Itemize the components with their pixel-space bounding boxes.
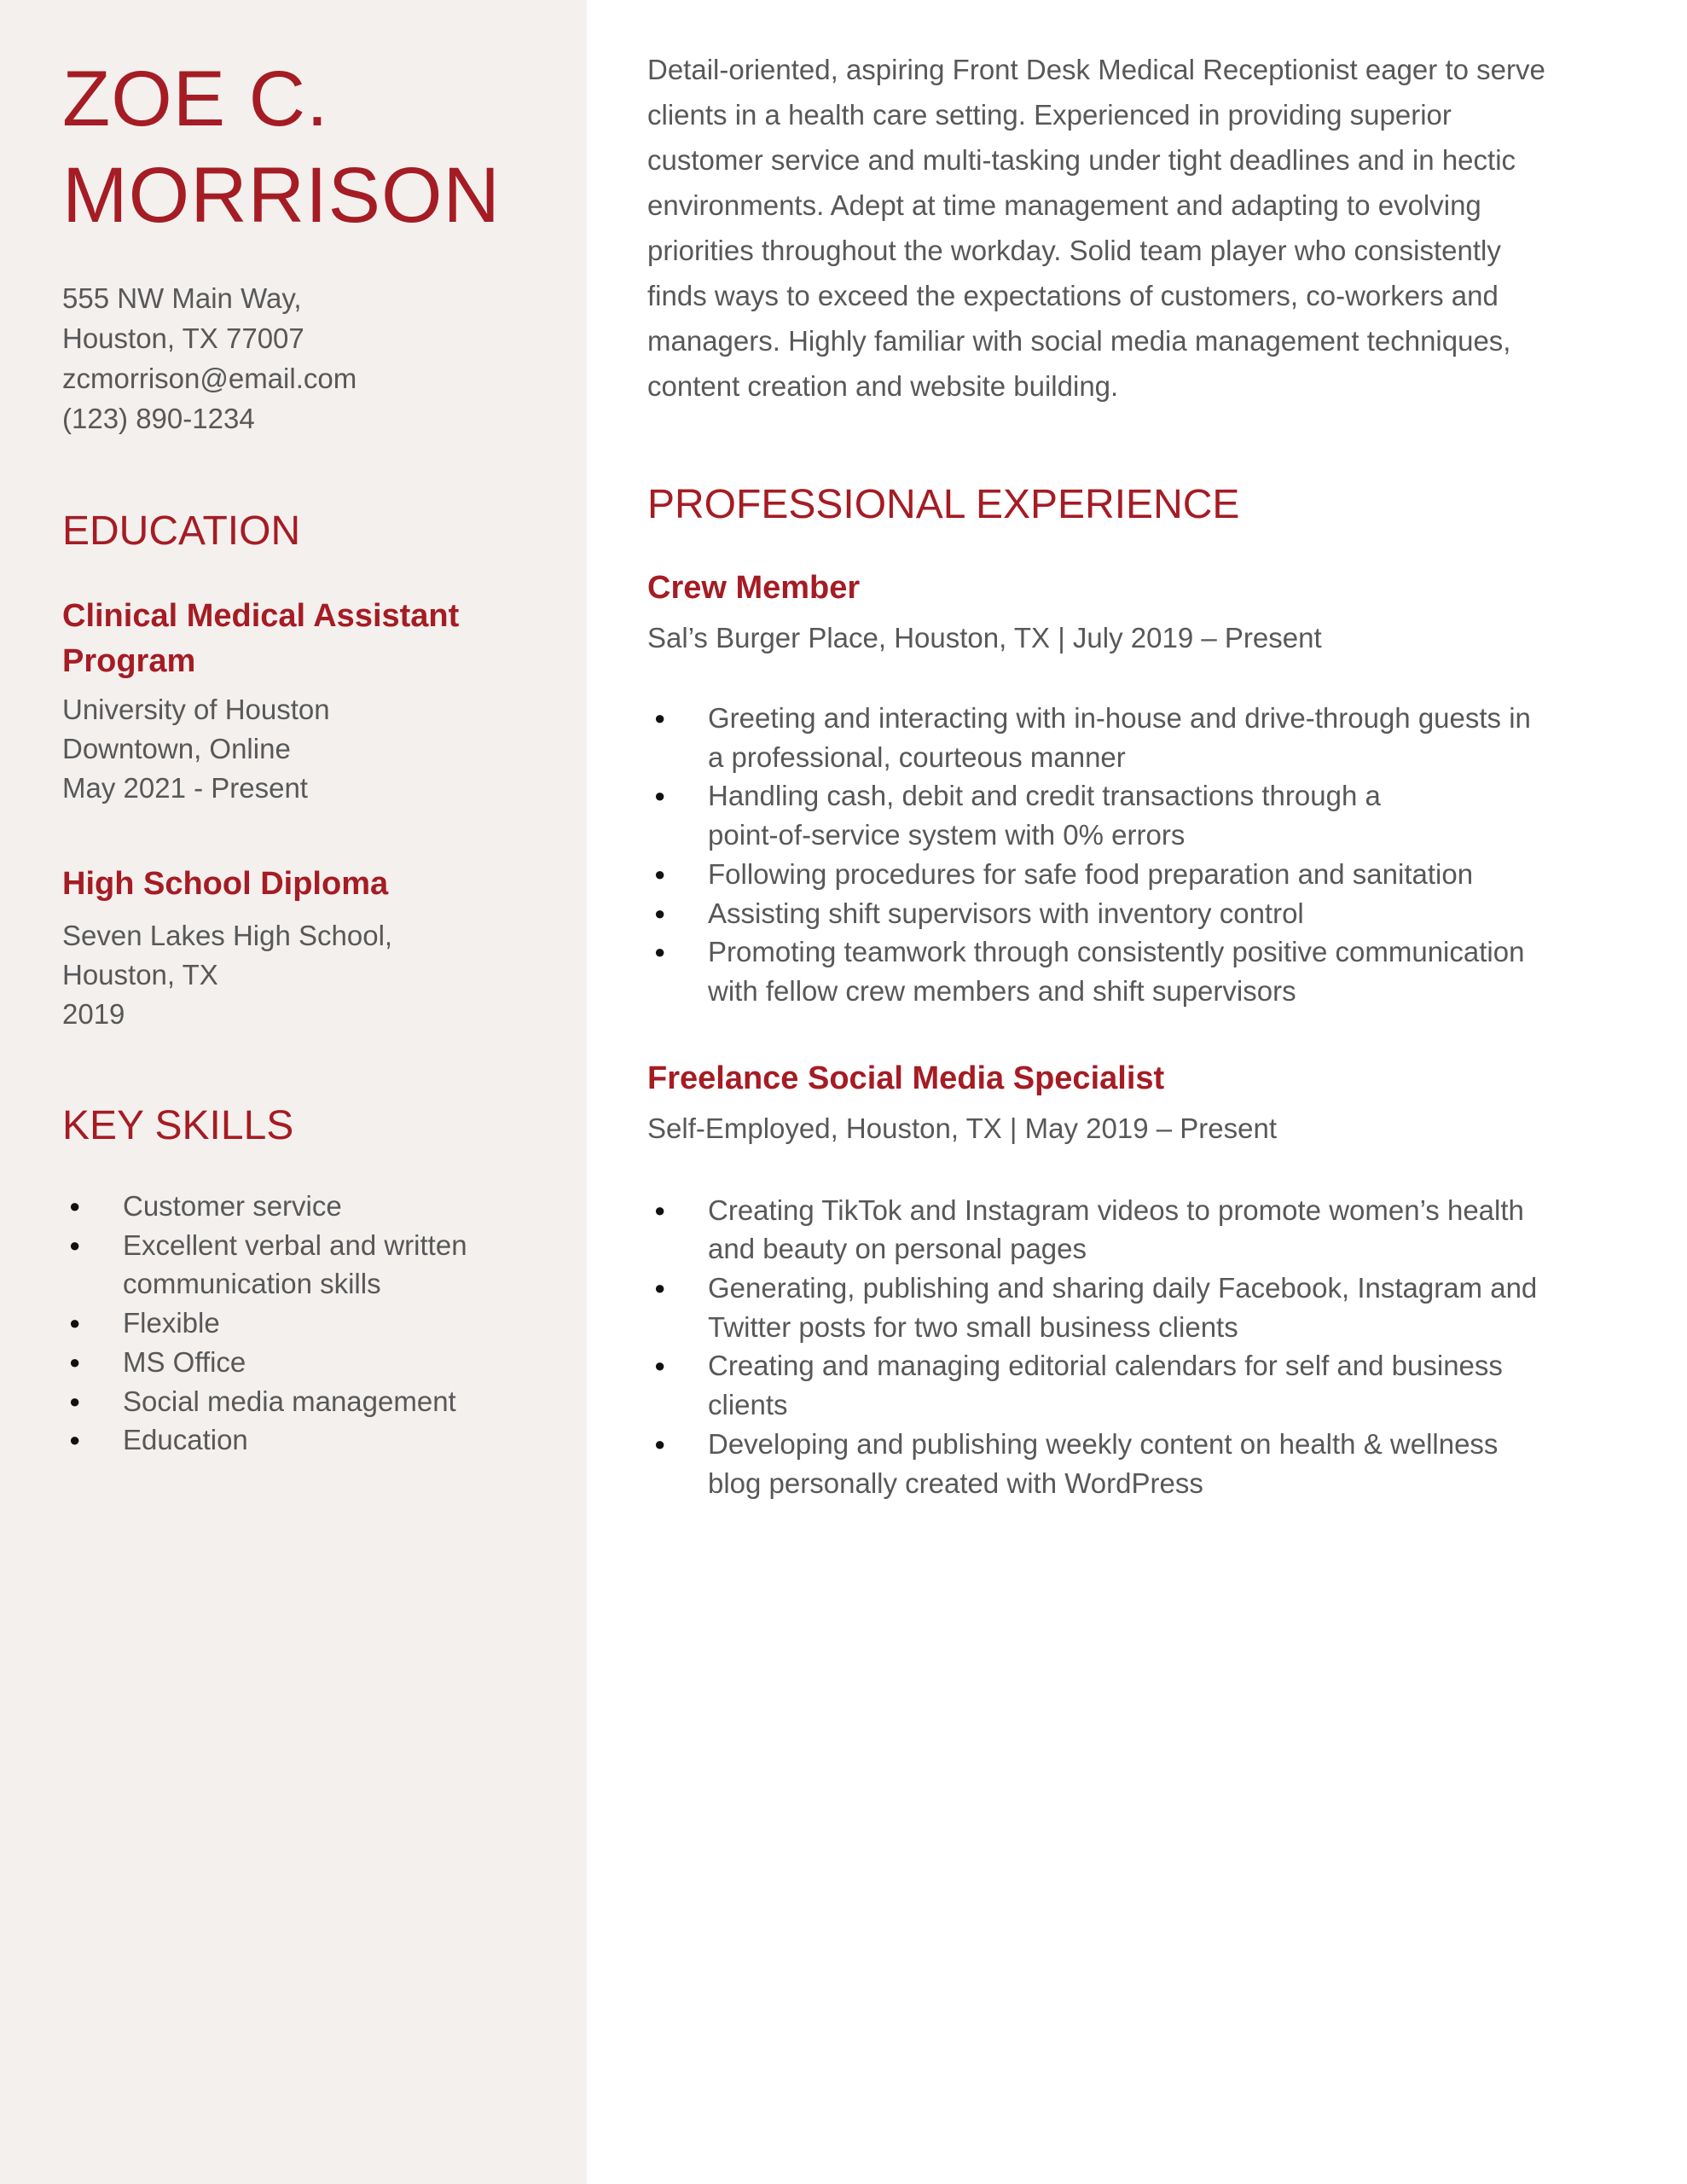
job-bullet-line: point-of-service system with 0% errors bbox=[708, 819, 1186, 851]
job-bullet-line: Following procedures for safe food preparation and sanitation bbox=[708, 857, 1474, 890]
summary bbox=[647, 47, 1654, 409]
school-details bbox=[62, 690, 574, 808]
job-bullet bbox=[647, 1269, 1654, 1346]
job-bullet-line: Twitter posts for two small business clients bbox=[708, 1310, 1238, 1343]
candidate-name bbox=[62, 51, 574, 244]
job-meta: Sal’s Burger Place, Houston, TX | July 2019 – Present bbox=[647, 622, 1322, 653]
skill-item-line: Education bbox=[123, 1424, 248, 1456]
experience-heading: PROFESSIONAL EXPERIENCE bbox=[647, 482, 1240, 527]
bullet-icon: ● bbox=[69, 1312, 81, 1334]
degree-title bbox=[62, 862, 574, 907]
bullet-icon: ● bbox=[654, 863, 666, 885]
job-bullet-line: Handling cash, debit and credit transactions through a bbox=[708, 780, 1381, 812]
sidebar bbox=[0, 0, 587, 2184]
address-line-2: Houston, TX 77007 bbox=[62, 322, 304, 354]
school-detail-line: University of Houston bbox=[62, 694, 330, 725]
degree-title-line: High School Diploma bbox=[62, 866, 389, 902]
job-bullets bbox=[647, 699, 1654, 1011]
bullet-icon: ● bbox=[69, 1350, 81, 1373]
sidebar-content bbox=[62, 51, 574, 1460]
bullet-icon: ● bbox=[654, 707, 666, 729]
job-bullet-line: and beauty on personal pages bbox=[708, 1233, 1087, 1265]
skill-item-line: Customer service bbox=[123, 1190, 342, 1222]
summary-line: clients in a health care setting. Experienced in providing superior bbox=[647, 99, 1452, 131]
skill-item-line: Excellent verbal and written bbox=[123, 1228, 467, 1261]
job-bullet-line: Promoting teamwork through consistently positive communication bbox=[708, 936, 1525, 968]
degree-title-line: Clinical Medical Assistant bbox=[62, 598, 460, 634]
address-line-1: 555 NW Main Way, bbox=[62, 282, 302, 314]
job-bullet-line: a professional, courteous manner bbox=[708, 741, 1126, 773]
job-title: Crew Member bbox=[647, 570, 861, 606]
job-bullet-line: Developing and publishing weekly content on health & wellness bbox=[708, 1427, 1499, 1460]
summary-line: environments. Adept at time management and adapting to evolving bbox=[647, 189, 1481, 221]
school-detail-line: Seven Lakes High School, bbox=[62, 920, 393, 951]
degree-title bbox=[62, 594, 574, 684]
name-line-2: MORRISON bbox=[62, 152, 501, 239]
job-bullet bbox=[647, 1346, 1654, 1424]
skill-item bbox=[62, 1382, 574, 1421]
school-detail-line: 2019 bbox=[62, 998, 125, 1030]
job-bullets bbox=[647, 1191, 1654, 1503]
school-detail-line: May 2021 - Present bbox=[62, 772, 308, 804]
bullet-icon: ● bbox=[69, 1195, 81, 1217]
experience-list bbox=[647, 566, 1654, 1502]
skill-item-line: MS Office bbox=[123, 1345, 246, 1378]
skills-heading: KEY SKILLS bbox=[62, 1103, 294, 1148]
bullet-icon: ● bbox=[654, 1277, 666, 1299]
summary-line: finds ways to exceed the expectations of customers, co-workers and bbox=[647, 280, 1499, 311]
bullet-icon: ● bbox=[654, 1432, 666, 1455]
job-bullet bbox=[647, 932, 1654, 1010]
education-heading: EDUCATION bbox=[62, 508, 301, 554]
skill-item bbox=[62, 1420, 574, 1460]
summary-line: managers. Highly familiar with social media management techniques, bbox=[647, 325, 1511, 357]
summary-line: content creation and website building. bbox=[647, 370, 1119, 402]
bullet-icon: ● bbox=[654, 1199, 666, 1221]
name-line-1: ZOE C. bbox=[62, 55, 329, 142]
job-bullet-line: with fellow crew members and shift supervisors bbox=[708, 974, 1296, 1007]
job-bullet-line: clients bbox=[708, 1389, 788, 1421]
job-meta: Self-Employed, Houston, TX | May 2019 – Present bbox=[647, 1112, 1278, 1144]
contact-info bbox=[62, 278, 574, 439]
school-detail-line: Houston, TX bbox=[62, 959, 218, 990]
job-bullet-line: Creating and managing editorial calendars for self and business bbox=[708, 1350, 1503, 1382]
skill-item bbox=[62, 1226, 574, 1304]
school-details bbox=[62, 916, 574, 1034]
job-entry bbox=[647, 1056, 1654, 1503]
education-entry bbox=[62, 862, 574, 1034]
job-bullet bbox=[647, 699, 1654, 776]
summary-line: priorities throughout the workday. Solid team player who consistently bbox=[647, 235, 1501, 266]
skill-item-line: communication skills bbox=[123, 1268, 381, 1300]
main-content bbox=[647, 47, 1654, 1502]
bullet-icon: ● bbox=[69, 1390, 81, 1412]
skill-item bbox=[62, 1187, 574, 1226]
bullet-icon: ● bbox=[654, 1355, 666, 1377]
job-entry bbox=[647, 566, 1654, 1011]
bullet-icon: ● bbox=[69, 1429, 81, 1451]
education-list bbox=[62, 594, 574, 1034]
job-bullet-line: Greeting and interacting with in-house and drive-through guests in bbox=[708, 702, 1531, 734]
bullet-icon: ● bbox=[654, 941, 666, 963]
job-bullet bbox=[647, 855, 1654, 894]
summary-line: customer service and multi-tasking under tight deadlines and in hectic bbox=[647, 144, 1516, 176]
job-bullet bbox=[647, 776, 1654, 854]
email: zcmorrison@email.com bbox=[62, 363, 357, 394]
summary-line: Detail-oriented, aspiring Front Desk Medical Receptionist eager to serve bbox=[647, 54, 1545, 85]
skill-item bbox=[62, 1343, 574, 1382]
skill-item-line: Flexible bbox=[123, 1307, 220, 1339]
job-bullet bbox=[647, 1191, 1654, 1269]
school-detail-line: Downtown, Online bbox=[62, 733, 291, 764]
phone: (123) 890-1234 bbox=[62, 403, 255, 434]
skill-item-line: Social media management bbox=[123, 1385, 456, 1417]
degree-title-line: Program bbox=[62, 643, 196, 679]
skills-list bbox=[62, 1187, 574, 1460]
job-bullet bbox=[647, 1425, 1654, 1502]
bullet-icon: ● bbox=[654, 902, 666, 924]
job-bullet-line: Creating TikTok and Instagram videos to promote women’s health bbox=[708, 1194, 1524, 1226]
bullet-icon: ● bbox=[654, 785, 666, 807]
job-title: Freelance Social Media Specialist bbox=[647, 1060, 1165, 1096]
education-entry bbox=[62, 594, 574, 808]
job-bullet bbox=[647, 894, 1654, 933]
job-bullet-line: Assisting shift supervisors with inventory control bbox=[708, 897, 1304, 929]
job-bullet-line: blog personally created with WordPress bbox=[708, 1467, 1203, 1499]
skill-item bbox=[62, 1304, 574, 1343]
bullet-icon: ● bbox=[69, 1234, 81, 1256]
job-bullet-line: Generating, publishing and sharing daily Facebook, Instagram and bbox=[708, 1272, 1538, 1304]
